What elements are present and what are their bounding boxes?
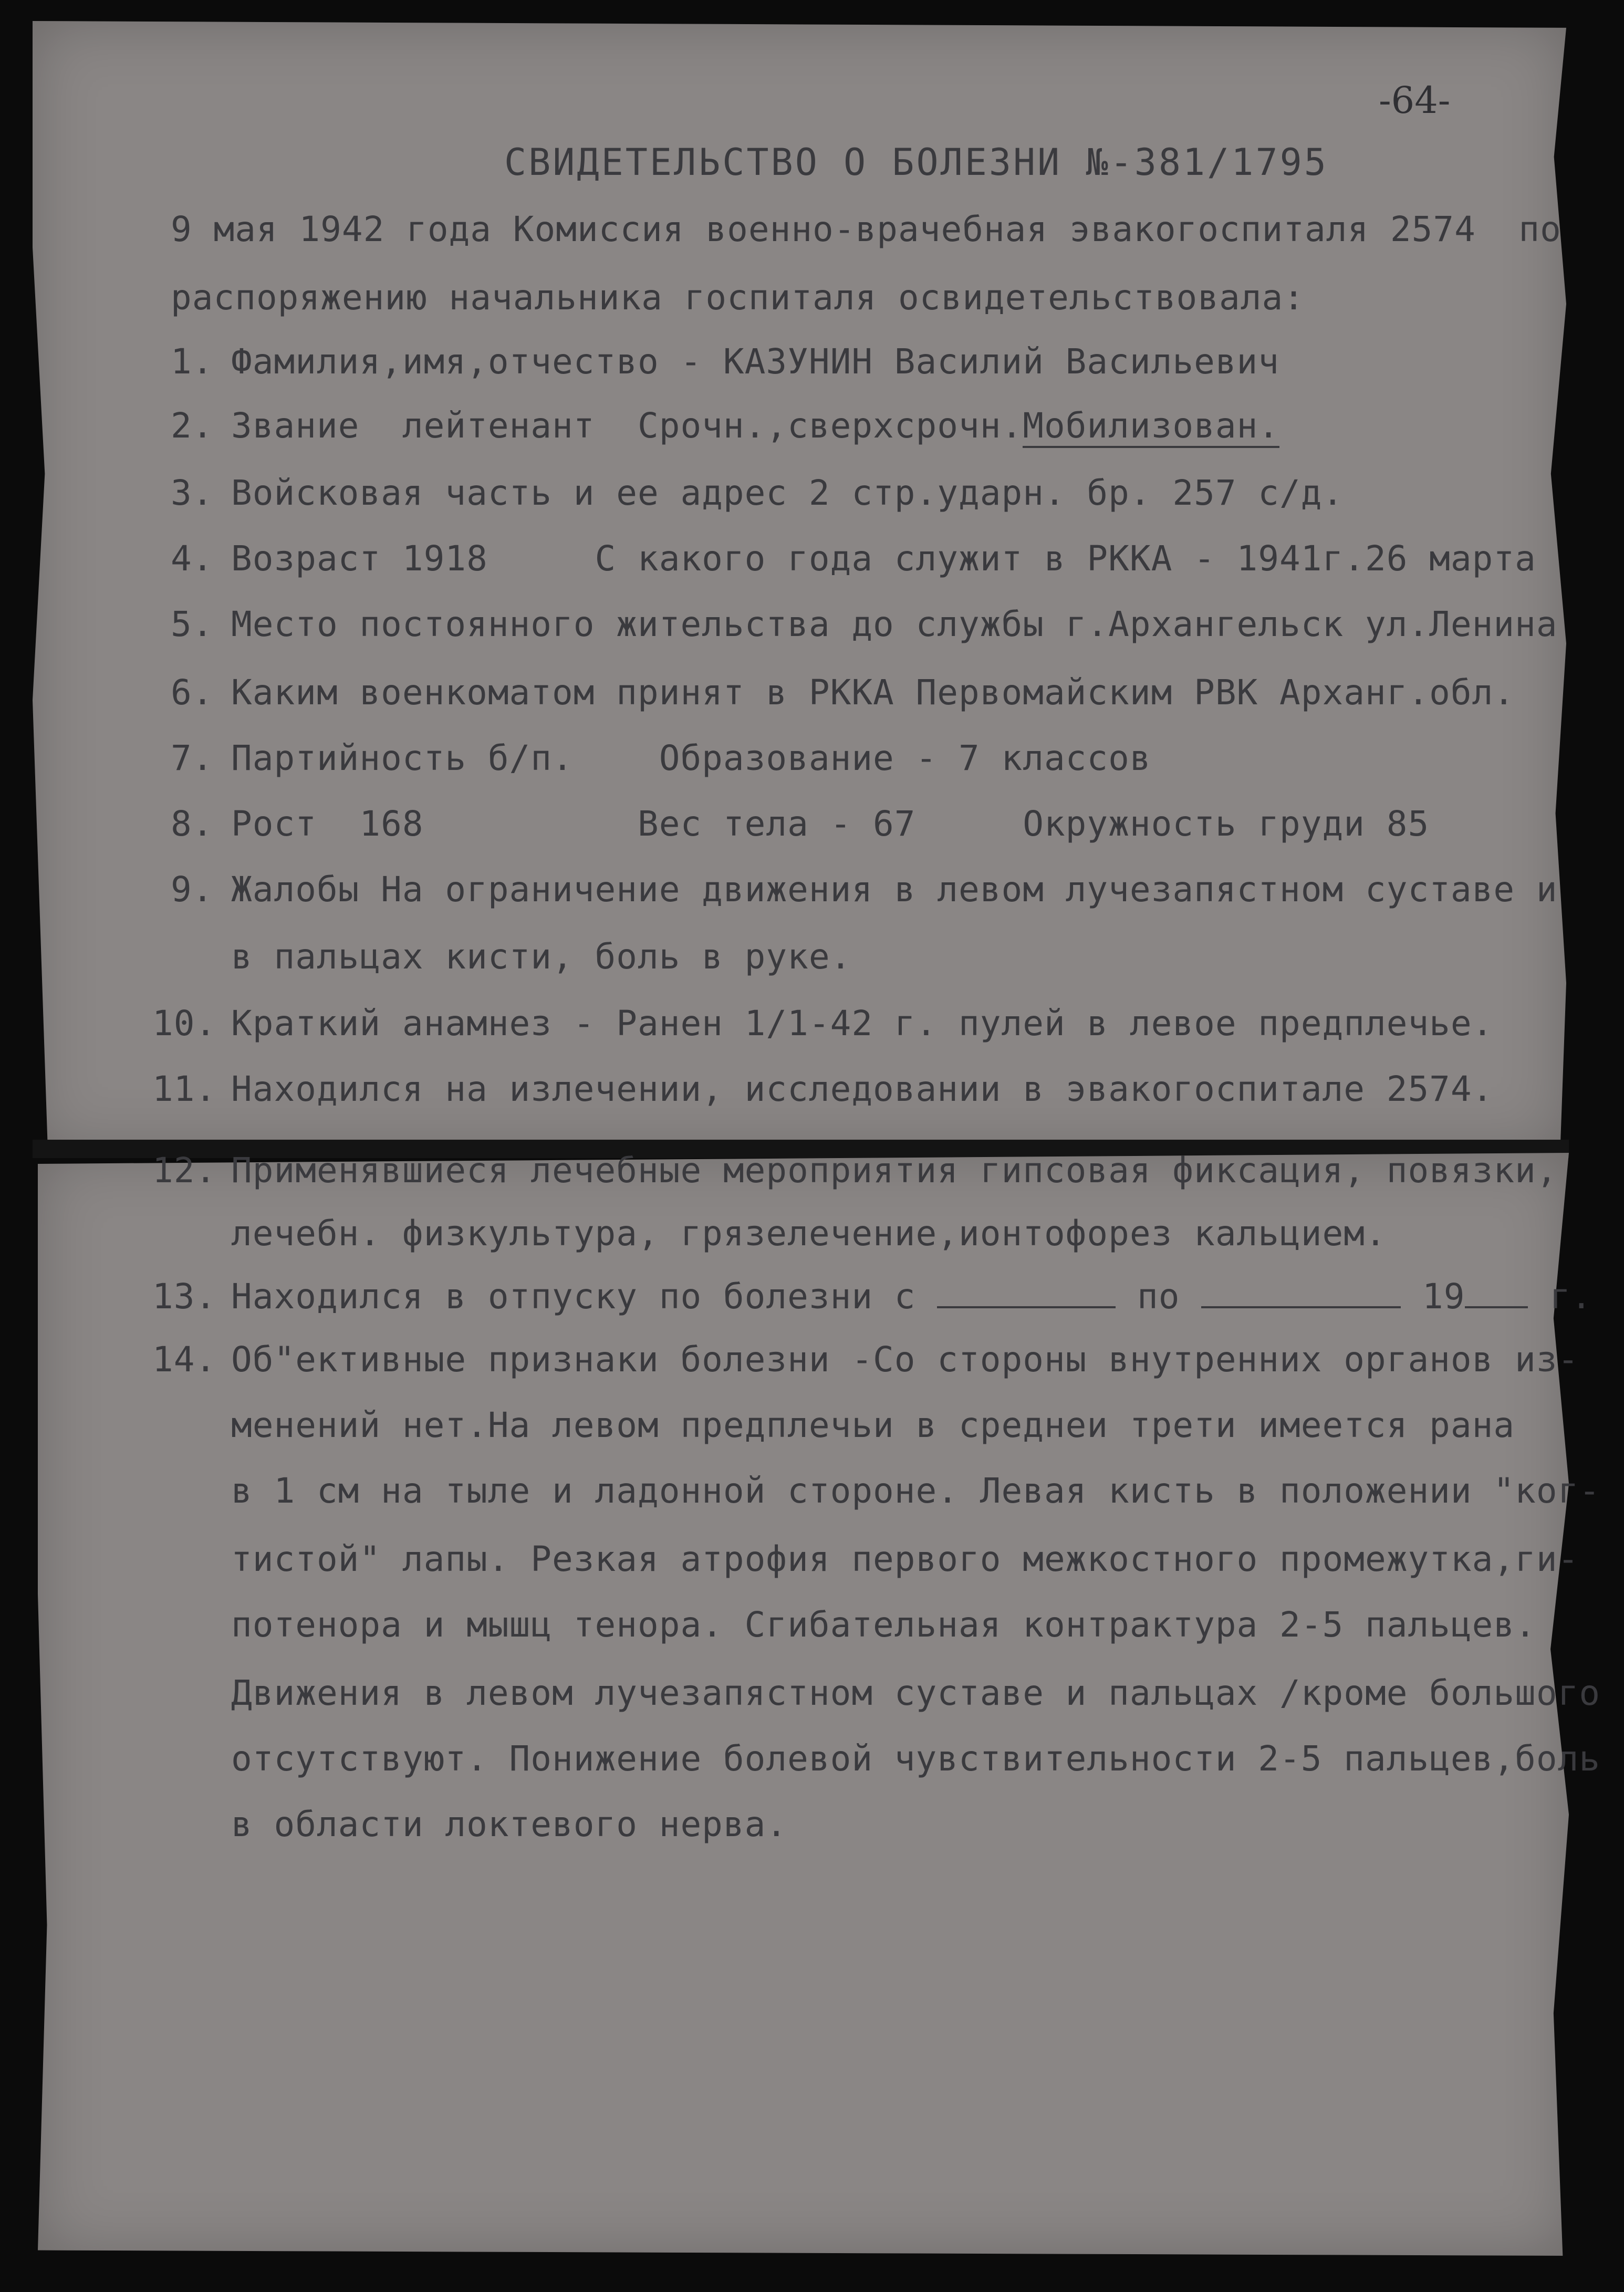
item-14-line-5: потенора и мышц тенора. Сгибательная контрактура 2-5 пальцев. [231, 1605, 1536, 1645]
item-14-number: 14. [152, 1339, 217, 1380]
item-9-line-1: Жалобы На ограничение движения в левом лучезапястном суставе и [231, 869, 1558, 910]
item-12-line-1: Применявшиеся лечебные мероприятия гипсовая фиксация, повязки, [231, 1150, 1558, 1191]
item-14-line-8: в области локтевого нерва. [231, 1804, 788, 1845]
intro-line-1: 9 мая 1942 года Комиссия военно-врачебная эвакогоспиталя 2574 по [171, 209, 1561, 249]
item-3-number: 3. [171, 473, 214, 513]
leave-from-blank [937, 1306, 1116, 1308]
item-10-text: Краткий анамнез - Ранен 1/1-42 г. пулей в левое предплечье. [231, 1003, 1494, 1044]
item-6-text: Каким военкоматом принят в РККА Первомайским РВК Арханг.обл. [231, 672, 1515, 713]
item-4-text: Возраст 1918 С какого года служит в РККА - 1941г.26 марта [231, 538, 1536, 579]
year-prefix: 19 [1401, 1276, 1465, 1317]
item-3-text: Войсковая часть и ее адрес 2 стр.ударн. бр. 257 с/д. [231, 473, 1344, 513]
item-14-line-3: в 1 см на тыле и ладонной стороне. Левая кисть в положении "ког- [231, 1471, 1601, 1511]
item-14-line-2: менений нет.На левом предплечьи в среднеи трети имеется рана [231, 1405, 1515, 1445]
document-sheet-upper [33, 21, 1566, 1153]
item-9-line-2: в пальцах кисти, боль в руке. [231, 936, 852, 977]
item-1-text: Фамилия,имя,отчество - КАЗУНИН Василий Васильевич [231, 341, 1280, 382]
item-7-number: 7. [171, 738, 214, 778]
item-5-number: 5. [171, 604, 214, 644]
item-10-number: 10. [152, 1003, 217, 1044]
item-4-number: 4. [171, 538, 214, 579]
item-12-line-2: лечебн. физкультура, грязелечение,ионтофорез кальцием. [231, 1213, 1387, 1254]
item-9-number: 9. [171, 869, 214, 910]
item-2-number: 2. [171, 405, 214, 446]
year-blank [1465, 1306, 1528, 1308]
item-5-text: Место постоянного жительства до службы г.Архангельск ул.Ленина [231, 604, 1558, 644]
leave-label: Находился в отпуску по болезни с [231, 1276, 938, 1317]
document-title: СВИДЕТЕЛЬСТВО О БОЛЕЗНИ №-381/1795 [504, 141, 1328, 184]
rank-text: Звание лейтенант Срочн.,сверхсрочн. [231, 405, 1023, 446]
item-14-line-1: Об"ективные признаки болезни -Со стороны внутренних органов из- [231, 1339, 1579, 1380]
item-14-line-6: Движения в левом лучезапястном суставе и пальцах /кроме большого [231, 1673, 1601, 1713]
leave-to-blank [1201, 1306, 1401, 1308]
item-11-text: Находился на излечении, исследовании в эвакогоспитале 2574. [231, 1069, 1494, 1109]
page-number: -64- [1379, 79, 1451, 122]
item-2-text [231, 405, 1279, 446]
year-suffix: г. [1528, 1276, 1592, 1317]
intro-line-2: распоряжению начальника госпиталя освидетельствовала: [171, 277, 1305, 318]
item-11-number: 11. [152, 1069, 217, 1109]
item-14-line-7: отсутствуют. Понижение болевой чувствительности 2-5 пальцев,боль [231, 1738, 1601, 1779]
item-13-text [231, 1276, 1592, 1317]
item-8-number: 8. [171, 804, 214, 844]
item-1-number: 1. [171, 341, 214, 382]
item-8-text: Рост 168 Вес тела - 67 Окружность груди 85 [231, 804, 1430, 844]
item-13-number: 13. [152, 1276, 217, 1317]
item-14-line-4: тистой" лапы. Резкая атрофия первого межкостного промежутка,ги- [231, 1539, 1579, 1579]
mobilized-underlined: Мобилизован. [1023, 405, 1279, 448]
item-7-text: Партийность б/п. Образование - 7 классов [231, 738, 1151, 778]
item-12-number: 12. [152, 1150, 217, 1191]
item-6-number: 6. [171, 672, 214, 713]
leave-to-label: по [1116, 1276, 1202, 1317]
